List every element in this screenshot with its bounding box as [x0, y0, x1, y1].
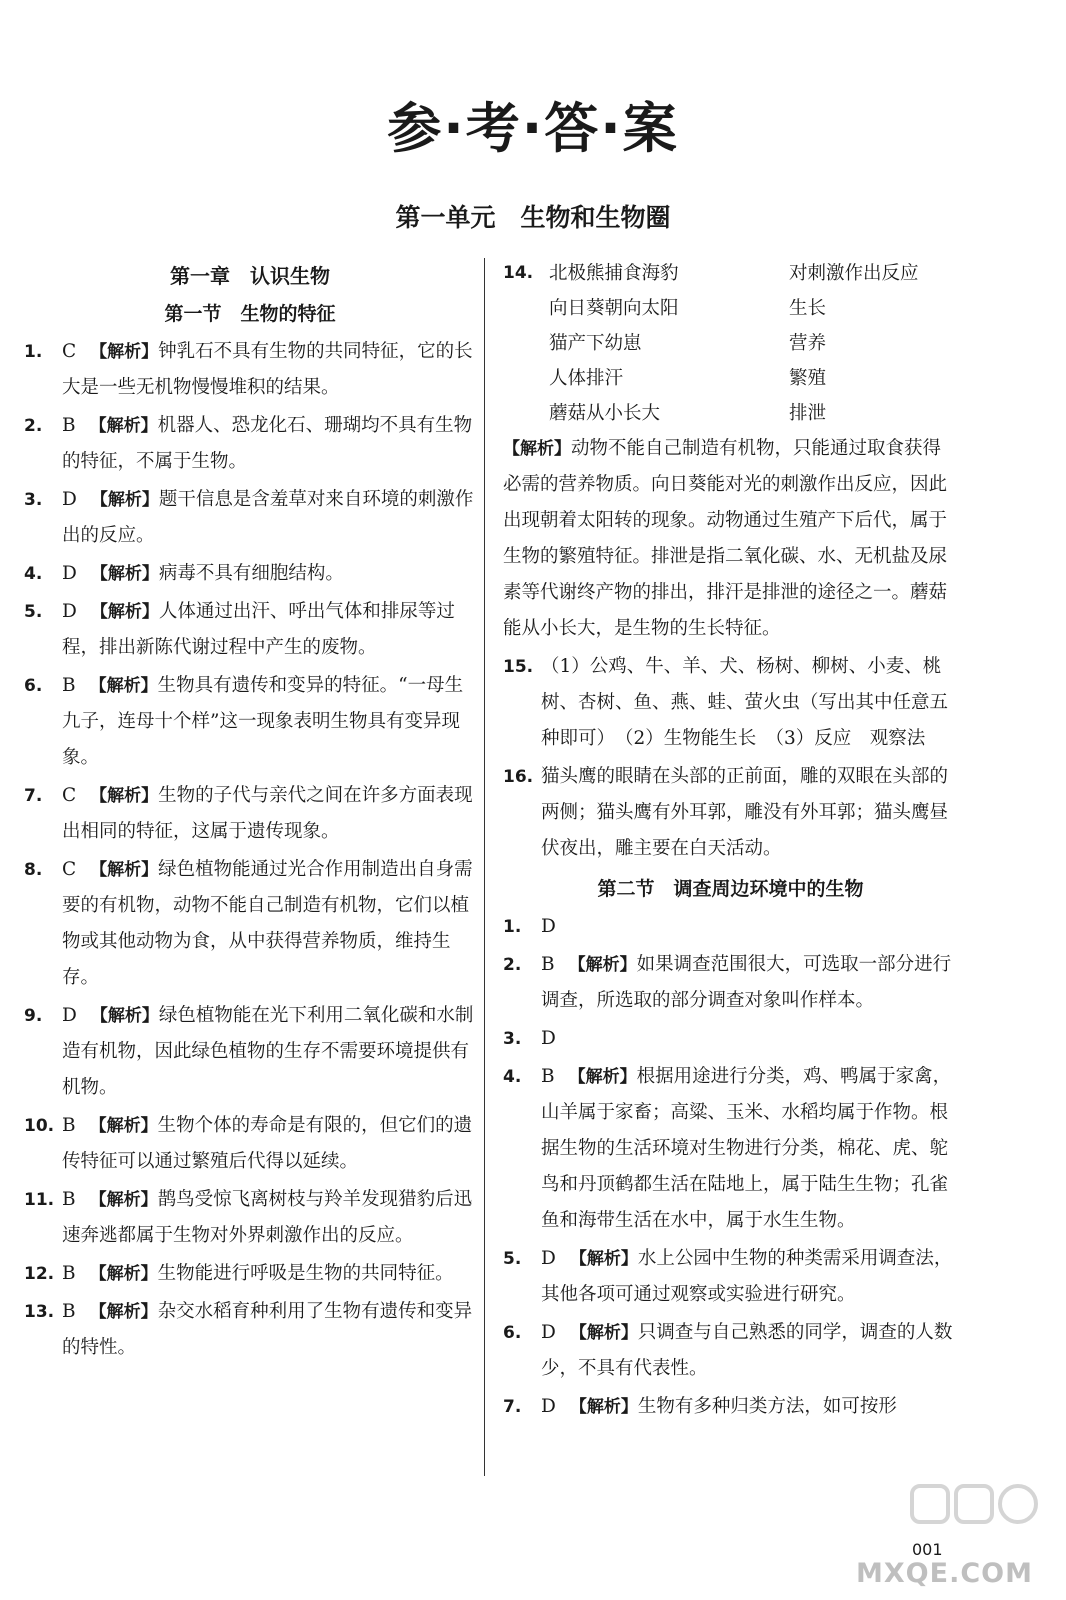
- phenomenon: 人体排汗: [549, 368, 624, 389]
- analysis-tag: 【解析】: [90, 342, 159, 362]
- phenomenon: 向日葵朝向太阳: [549, 298, 679, 319]
- answer-item: [503, 1315, 958, 1387]
- column-divider: [484, 258, 485, 1476]
- answer-item: [24, 594, 476, 666]
- question-number: 8.: [24, 860, 43, 880]
- question-number: 6.: [503, 1323, 522, 1343]
- analysis-tag: 【解析】: [90, 1006, 159, 1026]
- answer-list: [24, 334, 476, 1366]
- answer-item: [24, 1256, 476, 1292]
- section-title: 第一节 生物的特征: [164, 303, 336, 325]
- answer-letter: B: [62, 1301, 76, 1322]
- answer-item: [503, 909, 958, 945]
- analysis-tag: 【解析】: [568, 1067, 637, 1087]
- question-number: 6.: [24, 676, 43, 696]
- explanation-text: 题干信息是含羞草对来自环境的刺激作出的反应。: [62, 489, 474, 546]
- question-number: 5.: [24, 602, 43, 622]
- answer-item: [503, 1241, 958, 1313]
- question-number: 4.: [503, 1067, 522, 1087]
- answer-item: [24, 482, 476, 554]
- unit-title: 第一单元 生物和生物圈: [395, 203, 671, 232]
- explanation-text: 根据用途进行分类，鸡、鸭属于家禽，山羊属于家畜；高粱、玉米、水稻均属于作物。根据生物的生活环境对生物进行分类，棉花、虎、鸵鸟和丹顶鹤都生活在陆地上，属于陆生生物；孔雀鱼和海带生活在水中，属于水生生物。: [541, 1066, 952, 1231]
- analysis-tag: 【解析】: [90, 860, 159, 880]
- analysis-tag: 【解析】: [569, 1397, 638, 1417]
- answer-letter: B: [541, 954, 555, 975]
- analysis-tag: 【解析】: [569, 1249, 638, 1269]
- question-number: 16.: [503, 767, 534, 787]
- analysis-tag: 【解析】: [90, 602, 159, 622]
- phenomenon: 猫产下幼崽: [549, 333, 642, 354]
- analysis-tag: 【解析】: [568, 955, 637, 975]
- question-number: 7.: [503, 1397, 522, 1417]
- answer-text: 猫头鹰的眼睛在头部的正前面，雕的双眼在头部的两侧；猫头鹰有外耳郭，雕没有外耳郭；猫头鹰昼伏夜出，雕主要在白天活动。: [541, 766, 949, 859]
- question-number: 13.: [24, 1302, 55, 1322]
- answer-item: [24, 1294, 476, 1366]
- explanation-text: 人体通过出汗、呼出气体和排尿等过程，排出新陈代谢过程中产生的废物。: [62, 601, 455, 658]
- question-number: 3.: [503, 1029, 522, 1049]
- answer-item: [24, 668, 476, 776]
- analysis-tag: 【解析】: [569, 1323, 638, 1343]
- answer-item: [24, 852, 476, 996]
- question-number: 3.: [24, 490, 43, 510]
- answer-list: [503, 909, 958, 1425]
- question-number: 15.: [503, 657, 534, 677]
- explanation-text: 钟乳石不具有生物的共同特征，它的长大是一些无机物慢慢堆积的结果。: [62, 341, 473, 398]
- answer-letter: B: [62, 415, 76, 436]
- answer-letter: C: [62, 859, 77, 880]
- explanation-text: 病毒不具有细胞结构。: [158, 563, 344, 584]
- question-number: 12.: [24, 1264, 55, 1284]
- explanation-text: 鹊鸟受惊飞离树枝与羚羊发现猎豹后迅速奔逃都属于生物对外界刺激作出的反应。: [62, 1189, 473, 1246]
- answer-item: [503, 947, 958, 1019]
- analysis-tag: 【解析】: [89, 416, 158, 436]
- analysis-tag: 【解析】: [89, 1264, 158, 1284]
- explanation-text: 生物有多种归类方法，如可按形: [637, 1396, 897, 1417]
- watermark-text: MXQE.COM: [856, 1558, 1033, 1589]
- question-14: [503, 256, 958, 431]
- answer-letter: D: [62, 489, 77, 510]
- answer-letter: B: [62, 1189, 76, 1210]
- answer-letter: D: [62, 1005, 77, 1026]
- matching-row: [549, 396, 958, 431]
- analysis-tag: 【解析】: [90, 786, 159, 806]
- answer-item: [503, 1021, 958, 1057]
- right-column: [503, 256, 958, 1427]
- explanation-text: 绿色植物能在光下利用二氧化碳和水制造有机物，因此绿色植物的生存不需要环境提供有机物。: [62, 1005, 474, 1098]
- question-number: 14.: [503, 263, 534, 283]
- answer-letter: C: [62, 341, 77, 362]
- phenomenon: 北极熊捕食海豹: [549, 263, 679, 284]
- section-title: 第二节 调查周边环境中的生物: [597, 878, 864, 900]
- analysis-tag: 【解析】: [89, 1116, 158, 1136]
- page-number: 001: [912, 1540, 943, 1559]
- left-column: [24, 256, 476, 1368]
- answer-letter: D: [541, 1322, 556, 1343]
- answer-letter: B: [541, 1066, 555, 1087]
- matching-row: [549, 326, 958, 361]
- answer-item: [24, 334, 476, 406]
- answer-item: [24, 778, 476, 850]
- analysis-tag: 【解析】: [90, 490, 159, 510]
- answer-text: （1）公鸡、牛、羊、犬、杨树、柳树、小麦、桃树、杏树、鱼、燕、蛙、萤火虫（写出其中任意五种即可） （2）生物能生长 （3）反应 观察法: [541, 656, 949, 749]
- matching-pairs: [549, 256, 958, 431]
- explanation-text: 杂交水稻育种利用了生物有遗传和变异的特性。: [62, 1301, 473, 1358]
- question-number: 2.: [24, 416, 43, 436]
- explanation-text: 机器人、恐龙化石、珊瑚均不具有生物的特征，不属于生物。: [62, 415, 473, 472]
- analysis-tag: 【解析】: [89, 1190, 158, 1210]
- page-title: 参·考·答·案: [387, 97, 679, 160]
- answer-letter: B: [62, 675, 76, 696]
- analysis-tag: 【解析】: [90, 564, 159, 584]
- question-number: 5.: [503, 1249, 522, 1269]
- answer-letter: B: [62, 1115, 76, 1136]
- analysis-tag: 【解析】: [89, 1302, 158, 1322]
- answer-item: [503, 1389, 958, 1425]
- explanation-text: 只调查与自己熟悉的同学，调查的人数少，不具有代表性。: [541, 1322, 953, 1379]
- question-16: [503, 759, 958, 867]
- answer-item: [24, 1108, 476, 1180]
- question-15: [503, 649, 958, 757]
- question-number: 7.: [24, 786, 43, 806]
- answer-letter: D: [541, 916, 556, 937]
- explanation-text: 水上公园中生物的种类需采用调查法，其他各项可通过观察或实验进行研究。: [541, 1248, 953, 1305]
- answer-item: [24, 998, 476, 1106]
- characteristic: 生长: [789, 298, 827, 319]
- explanation-text: 动物不能自己制造有机物，只能通过取食获得必需的营养物质。向日葵能对光的刺激作出反应，因此出现朝着太阳转的现象。动物通过生殖产下后代，属于生物的繁殖特征。排泄是指二氧化碳、水、无机盐及尿素等代谢终产物的排出，排汗是排泄的途径之一。蘑菇能从小长大，是生物的生长特征。: [503, 438, 948, 639]
- explanation-text: 生物的子代与亲代之间在许多方面表现出相同的特征，这属于遗传现象。: [62, 785, 473, 842]
- answer-item: [24, 408, 476, 480]
- question-14-explanation: [503, 431, 958, 647]
- characteristic: 排泄: [789, 403, 827, 424]
- analysis-tag: 【解析】: [89, 676, 158, 696]
- answer-letter: D: [62, 563, 77, 584]
- question-number: 2.: [503, 955, 522, 975]
- matching-row: [549, 291, 958, 326]
- question-number: 10.: [24, 1116, 55, 1136]
- characteristic: 营养: [789, 333, 827, 354]
- question-number: 9.: [24, 1006, 43, 1026]
- chapter-title: 第一章 认识生物: [170, 264, 330, 288]
- watermark-logo: [910, 1480, 1040, 1530]
- answer-letter: C: [62, 785, 77, 806]
- question-number: 11.: [24, 1190, 55, 1210]
- analysis-tag: 【解析】: [503, 439, 571, 459]
- answer-item: [24, 556, 476, 592]
- question-number: 1.: [24, 342, 43, 362]
- explanation-text: 生物能进行呼吸是生物的共同特征。: [157, 1263, 454, 1284]
- answer-item: [24, 1182, 476, 1254]
- question-number: 4.: [24, 564, 43, 584]
- characteristic: 繁殖: [789, 368, 827, 389]
- matching-row: [549, 361, 958, 396]
- answer-letter: D: [541, 1248, 556, 1269]
- characteristic: 对刺激作出反应: [789, 263, 919, 284]
- explanation-text: 如果调查范围很大，可选取一部分进行调查，所选取的部分调查对象叫作样本。: [541, 954, 952, 1011]
- answer-letter: D: [541, 1396, 556, 1417]
- phenomenon: 蘑菇从小长大: [549, 403, 661, 424]
- explanation-text: 生物具有遗传和变异的特征。“一母生九子，连母十个样”这一现象表明生物具有变异现象。: [62, 675, 464, 768]
- explanation-text: 绿色植物能通过光合作用制造出自身需要的有机物，动物不能自己制造有机物，它们以植物或其他动物为食，从中获得营养物质，维持生存。: [62, 859, 473, 988]
- answer-letter: D: [541, 1028, 556, 1049]
- matching-row: [549, 256, 958, 291]
- answer-letter: D: [62, 601, 77, 622]
- question-number: 1.: [503, 917, 522, 937]
- answer-item: [503, 1059, 958, 1239]
- explanation-text: 生物个体的寿命是有限的，但它们的遗传特征可以通过繁殖后代得以延续。: [62, 1115, 473, 1172]
- answer-letter: B: [62, 1263, 76, 1284]
